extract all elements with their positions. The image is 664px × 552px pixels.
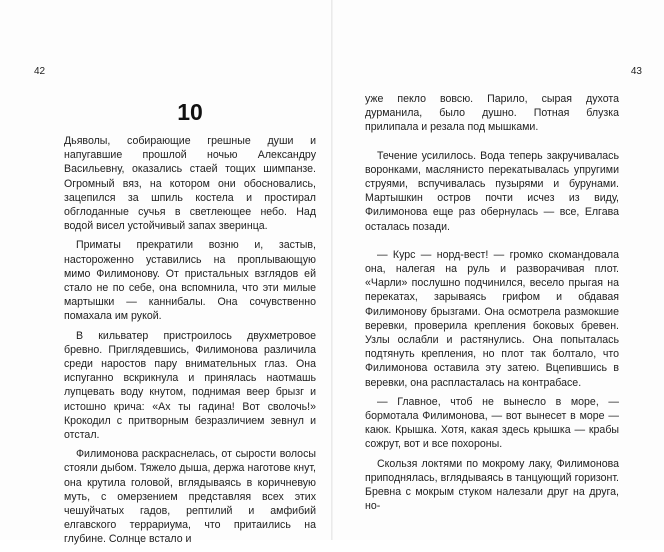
paragraph: — Курс — норд-вест! — громко скомандовала она, налегая на руль и разворачивая плот. «Чарли» послушно подчинился, весело прыгая на перекатах, зарываясь грифом и обдавая Филимонову брызгами. Она осмотрела размокшие веревки, проверила крепления боковых бревен. Узлы ослабли и растянулись. Она попыталась подтянуть крепления, но плот так болтало, что Филимонова оставила эту затею. Вцепившись в веревки, она распласталась на контрабасе. — [365, 248, 619, 389]
paragraph: Течение усилилось. Вода теперь закручивалась воронками, маслянисто перекатывалась упругими струями, вспучивалась пузырями и бурунами. Мартышкин остров почти исчез из виду, Филимонова еще раз обернулась — все, Елгава осталась позади. — [365, 149, 619, 233]
paragraph: — Главное, чтоб не вынесло в море, — бормотала Филимонова, — вот вынесет в море — каюк. Крышка. Хотя, какая здесь крышка — крабы сожрут, вот и все похороны. — [365, 395, 619, 451]
paragraph: уже пекло вовсю. Парило, сырая духота дурманила, было душно. Потная блузка прилипала и резала под мышками. — [365, 93, 619, 134]
page-gutter — [331, 0, 333, 540]
paragraph: Скользя локтями по мокрому лаку, Филимонова приподнялась, вглядываясь в танцующий горизонт. Бревна с мокрым стуком налезали друг на друга, но- — [365, 457, 619, 513]
left-page-text — [64, 98, 316, 552]
right-page-text — [365, 92, 619, 518]
left-page-number: 42 — [34, 66, 46, 77]
paragraph: Приматы прекратили возню и, застыв, настороженно уставились на проплывающую мимо Филимонову. От пристальных взглядов ей стало не по себе, она вспомнила, что эти милые мартышки — каннибалы. Она сочувственно помахала им рукой. — [64, 239, 316, 323]
chapter-heading: 10 — [177, 99, 203, 125]
paragraph: Дьяволы, собирающие грешные души и напугавшие прошлой ночью Александру Васильевну, оказались стаей тощих шимпанзе. Огромный вяз, на котором они обосновались, зацепился за шпиль костела и простирал обглоданные сучья в светлеющее небо. Над водой висел устойчивый запах зверинца. — [64, 135, 316, 233]
paragraph: В кильватер пристроилось двухметровое бревно. Приглядевшись, Филимонова различила среди наростов пару внимательных глаз. Она испуганно вскрикнула и принялась наотмашь лупцевать воду кнутом, поднимая веер брызг и истошно крича: «Ах ты гадина! Вот сволочь!» Крокодил с притворным безразличием зевнул и отстал. — [64, 329, 316, 442]
right-page-number: 43 — [630, 66, 642, 77]
paragraph: Филимонова раскраснелась, от сырости волосы стояли дыбом. Тяжело дыша, держа наготове кнут, она крутила головой, вглядываясь в коричневую муть, с омерзением представляя всех этих чешуйчатых гадов, рептилий и амфибий елгавского террариума, что притаились на глубине. Солнце встало и — [64, 448, 316, 546]
